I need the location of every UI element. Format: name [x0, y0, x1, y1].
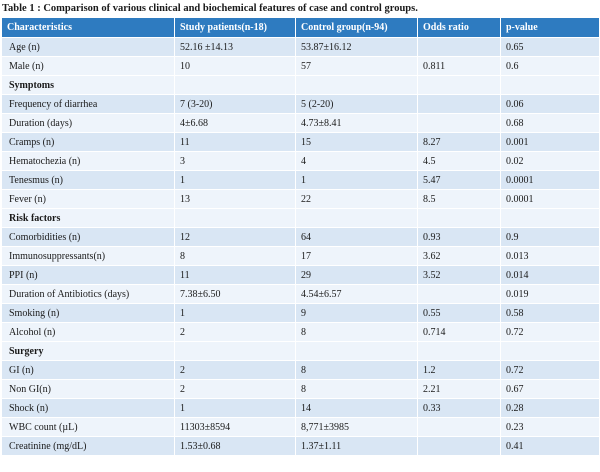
header-control-group: Control group(n-94)	[296, 18, 418, 38]
p-value-cell: 0.67	[501, 380, 600, 399]
study-patients-cell: 11303±8594	[175, 418, 296, 437]
study-patients-cell: 7 (3-20)	[175, 95, 296, 114]
section-header-row	[2, 76, 600, 95]
characteristic-cell: Age (n)	[2, 38, 175, 57]
table-row	[2, 95, 600, 114]
table-row	[2, 152, 600, 171]
control-group-cell	[296, 76, 418, 95]
control-group-cell: 8,771±3985	[296, 418, 418, 437]
characteristic-cell: Smoking (n)	[2, 304, 175, 323]
odds-ratio-cell: 8.27	[418, 133, 501, 152]
header-characteristics: Characteristics	[2, 18, 175, 38]
odds-ratio-cell	[418, 437, 501, 456]
table-row	[2, 437, 600, 456]
control-group-cell: 29	[296, 266, 418, 285]
p-value-cell	[501, 76, 600, 95]
p-value-cell: 0.019	[501, 285, 600, 304]
table-caption: Table 1 : Comparison of various clinical and biochemical features of case and control groups.	[2, 3, 418, 14]
table-row	[2, 247, 600, 266]
table-header-row	[2, 18, 600, 38]
study-patients-cell: 7.38±6.50	[175, 285, 296, 304]
study-patients-cell: 8	[175, 247, 296, 266]
p-value-cell: 0.0001	[501, 171, 600, 190]
section-title: Surgery	[2, 342, 175, 361]
p-value-cell: 0.23	[501, 418, 600, 437]
control-group-cell: 4.54±6.57	[296, 285, 418, 304]
odds-ratio-cell	[418, 342, 501, 361]
p-value-cell: 0.9	[501, 228, 600, 247]
control-group-cell: 8	[296, 361, 418, 380]
control-group-cell: 14	[296, 399, 418, 418]
characteristic-cell: Frequency of diarrhea	[2, 95, 175, 114]
control-group-cell: 22	[296, 190, 418, 209]
characteristic-cell: Hematochezia (n)	[2, 152, 175, 171]
odds-ratio-cell: 0.811	[418, 57, 501, 76]
comparison-table	[1, 17, 600, 456]
characteristic-cell: PPI (n)	[2, 266, 175, 285]
characteristic-cell: WBC count (µL)	[2, 418, 175, 437]
table-row	[2, 133, 600, 152]
p-value-cell	[501, 209, 600, 228]
odds-ratio-cell: 0.714	[418, 323, 501, 342]
section-header-row	[2, 209, 600, 228]
study-patients-cell: 12	[175, 228, 296, 247]
control-group-cell: 9	[296, 304, 418, 323]
control-group-cell: 5 (2-20)	[296, 95, 418, 114]
odds-ratio-cell	[418, 95, 501, 114]
control-group-cell: 4.73±8.41	[296, 114, 418, 133]
p-value-cell: 0.65	[501, 38, 600, 57]
study-patients-cell: 11	[175, 266, 296, 285]
characteristic-cell: Tenesmus (n)	[2, 171, 175, 190]
control-group-cell: 57	[296, 57, 418, 76]
header-study-patients: Study patients(n-18)	[175, 18, 296, 38]
odds-ratio-cell: 1.2	[418, 361, 501, 380]
control-group-cell	[296, 209, 418, 228]
table-row	[2, 418, 600, 437]
odds-ratio-cell: 0.55	[418, 304, 501, 323]
control-group-cell: 15	[296, 133, 418, 152]
control-group-cell: 8	[296, 380, 418, 399]
table-row	[2, 285, 600, 304]
table-row	[2, 38, 600, 57]
study-patients-cell: 13	[175, 190, 296, 209]
table-row	[2, 304, 600, 323]
characteristic-cell: Fever (n)	[2, 190, 175, 209]
characteristic-cell: Shock (n)	[2, 399, 175, 418]
control-group-cell: 1.37±1.11	[296, 437, 418, 456]
section-header-row	[2, 342, 600, 361]
p-value-cell: 0.013	[501, 247, 600, 266]
p-value-cell: 0.68	[501, 114, 600, 133]
characteristic-cell: Duration (days)	[2, 114, 175, 133]
odds-ratio-cell: 0.93	[418, 228, 501, 247]
study-patients-cell: 1	[175, 399, 296, 418]
study-patients-cell: 10	[175, 57, 296, 76]
study-patients-cell	[175, 342, 296, 361]
p-value-cell: 0.0001	[501, 190, 600, 209]
control-group-cell: 53.87±16.12	[296, 38, 418, 57]
odds-ratio-cell	[418, 76, 501, 95]
characteristic-cell: Comorbidities (n)	[2, 228, 175, 247]
study-patients-cell: 1.53±0.68	[175, 437, 296, 456]
odds-ratio-cell	[418, 285, 501, 304]
odds-ratio-cell	[418, 209, 501, 228]
characteristic-cell: Male (n)	[2, 57, 175, 76]
table-row	[2, 323, 600, 342]
p-value-cell: 0.014	[501, 266, 600, 285]
table-row	[2, 266, 600, 285]
p-value-cell	[501, 342, 600, 361]
control-group-cell: 64	[296, 228, 418, 247]
study-patients-cell: 2	[175, 323, 296, 342]
table-row	[2, 228, 600, 247]
study-patients-cell: 52.16 ±14.13	[175, 38, 296, 57]
p-value-cell: 0.72	[501, 323, 600, 342]
study-patients-cell: 2	[175, 361, 296, 380]
control-group-cell: 17	[296, 247, 418, 266]
p-value-cell: 0.6	[501, 57, 600, 76]
odds-ratio-cell	[418, 114, 501, 133]
header-p-value: p-value	[501, 18, 600, 38]
characteristic-cell: Duration of Antibiotics (days)	[2, 285, 175, 304]
characteristic-cell: Alcohol (n)	[2, 323, 175, 342]
table-row	[2, 190, 600, 209]
header-odds-ratio: Odds ratio	[418, 18, 501, 38]
table-row	[2, 57, 600, 76]
table-row	[2, 380, 600, 399]
table-row	[2, 171, 600, 190]
table-row	[2, 114, 600, 133]
table-row	[2, 361, 600, 380]
study-patients-cell: 3	[175, 152, 296, 171]
section-title: Risk factors	[2, 209, 175, 228]
control-group-cell: 8	[296, 323, 418, 342]
odds-ratio-cell: 8.5	[418, 190, 501, 209]
table-row	[2, 399, 600, 418]
section-title: Symptoms	[2, 76, 175, 95]
study-patients-cell: 2	[175, 380, 296, 399]
control-group-cell: 4	[296, 152, 418, 171]
p-value-cell: 0.72	[501, 361, 600, 380]
study-patients-cell: 4±6.68	[175, 114, 296, 133]
study-patients-cell	[175, 209, 296, 228]
control-group-cell: 1	[296, 171, 418, 190]
characteristic-cell: Non GI(n)	[2, 380, 175, 399]
study-patients-cell: 1	[175, 171, 296, 190]
p-value-cell: 0.41	[501, 437, 600, 456]
p-value-cell: 0.58	[501, 304, 600, 323]
p-value-cell: 0.02	[501, 152, 600, 171]
p-value-cell: 0.001	[501, 133, 600, 152]
odds-ratio-cell: 2.21	[418, 380, 501, 399]
characteristic-cell: Cramps (n)	[2, 133, 175, 152]
characteristic-cell: GI (n)	[2, 361, 175, 380]
odds-ratio-cell: 5.47	[418, 171, 501, 190]
characteristic-cell: Creatinine (mg/dL)	[2, 437, 175, 456]
table-body	[2, 38, 600, 456]
odds-ratio-cell: 4.5	[418, 152, 501, 171]
study-patients-cell: 1	[175, 304, 296, 323]
study-patients-cell	[175, 76, 296, 95]
odds-ratio-cell	[418, 38, 501, 57]
odds-ratio-cell: 0.33	[418, 399, 501, 418]
characteristic-cell: Immunosuppressants(n)	[2, 247, 175, 266]
odds-ratio-cell: 3.52	[418, 266, 501, 285]
study-patients-cell: 11	[175, 133, 296, 152]
odds-ratio-cell	[418, 418, 501, 437]
p-value-cell: 0.06	[501, 95, 600, 114]
odds-ratio-cell: 3.62	[418, 247, 501, 266]
control-group-cell	[296, 342, 418, 361]
p-value-cell: 0.28	[501, 399, 600, 418]
